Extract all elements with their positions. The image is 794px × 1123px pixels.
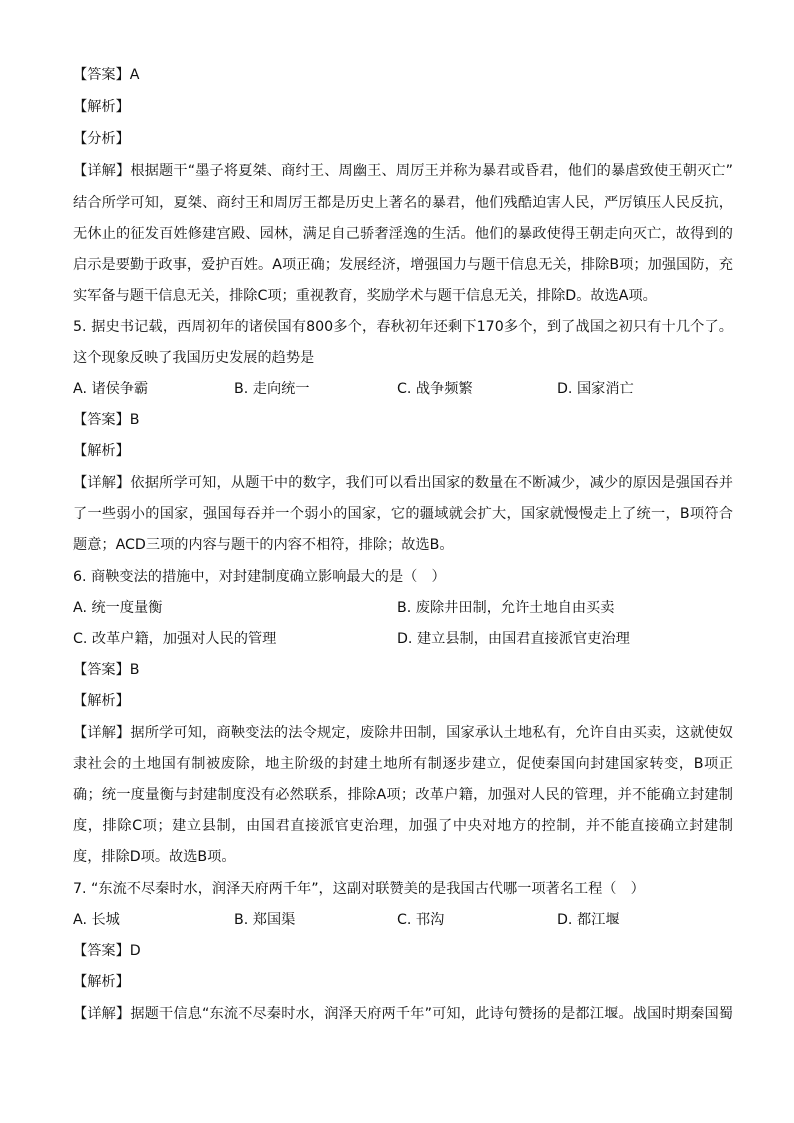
q5-answer: 【答案】B: [73, 412, 140, 428]
q5-stem-line-1: 5. 据史书记载，西周初年的诸侯国有800多个，春秋初年还剩下170多个，到了战国之初只有十几个了。: [73, 319, 733, 335]
q6-option-c: C. 改革户籍，加强对人民的管理: [73, 631, 277, 647]
q6-option-a: A. 统一度量衡: [73, 600, 163, 616]
q6-detail-line-4: 度，排除C项；建立县制，由国君直接派官吏治理，加强了中央对地方的控制，并不能直接确立封建制: [73, 818, 733, 834]
q6-detail-line-3: 确；统一度量衡与封建制度没有必然联系，排除A项；改革户籍，加强对人民的管理，并不能确立封建制: [73, 787, 733, 803]
q4-analysis-label: 【解析】: [73, 99, 130, 115]
q7-stem: 7. “东流不尽秦时水，润泽天府两千年”，这副对联赞美的是我国古代哪一项著名工程（ ）: [73, 881, 645, 897]
q6-stem: 6. 商鞅变法的措施中，对封建制度确立影响最大的是（ ）: [73, 569, 446, 585]
q7-answer: 【答案】D: [73, 943, 141, 959]
q6-detail-line-5: 度，排除D项。故选B项。: [73, 849, 236, 865]
q5-option-c: C. 战争频繁: [397, 381, 473, 397]
q6-analysis-label: 【解析】: [73, 693, 130, 709]
q7-option-c: C. 邗沟: [397, 912, 445, 928]
q6-option-b: B. 废除井田制，允许土地自由买卖: [397, 600, 615, 616]
q5-analysis-label: 【解析】: [73, 443, 130, 459]
q5-detail-line-3: 题意；ACD三项的内容与题干的内容不相符，排除；故选B。: [73, 537, 454, 553]
q6-detail-line-2: 隶社会的土地国有制被废除，地主阶级的封建土地所有制逐步建立，促使秦国向封建国家转变，B项正: [73, 756, 733, 772]
q4-detail-line-2: 结合所学可知，夏桀、商纣王和周厉王都是历史上著名的暴君，他们残酷迫害人民，严厉镇压人民反抗，: [73, 195, 733, 211]
q5-detail-line-1: 【详解】依据所学可知，从题干中的数字，我们可以看出国家的数量在不断减少，减少的原因是强国吞并: [73, 475, 733, 491]
q7-option-a: A. 长城: [73, 912, 120, 928]
q6-answer: 【答案】B: [73, 662, 140, 678]
q7-option-b: B. 郑国渠: [234, 912, 296, 928]
q5-stem-line-2: 这个现象反映了我国历史发展的趋势是: [73, 350, 315, 366]
q6-option-d: D. 建立县制，由国君直接派官吏治理: [397, 631, 630, 647]
q5-option-b: B. 走向统一: [234, 381, 310, 397]
q7-analysis-label: 【解析】: [73, 974, 130, 990]
q6-detail-line-1: 【详解】据所学可知，商鞅变法的法令规定，废除井田制，国家承认土地私有，允许自由买卖，这就使奴: [73, 725, 733, 741]
q4-detail-line-4: 启示是要勤于政事，爱护百姓。A项正确；发展经济，增强国力与题干信息无关，排除B项；加强国防，充: [73, 257, 733, 273]
q4-detail-line-3: 无休止的征发百姓修建宫殿、园林，满足自己骄奢淫逸的生活。他们的暴政使得王朝走向灭亡，故得到的: [73, 226, 733, 242]
q7-detail-line-1: 【详解】据题干信息“东流不尽秦时水，润泽天府两千年”可知，此诗句赞扬的是都江堰。战国时期秦国蜀: [73, 1006, 733, 1022]
q4-answer: 【答案】A: [73, 67, 140, 83]
q5-option-a: A. 诸侯争霸: [73, 381, 149, 397]
q5-option-d: D. 国家消亡: [557, 381, 634, 397]
q4-fenxi-label: 【分析】: [73, 131, 130, 147]
q4-detail-line-5: 实军备与题干信息无关，排除C项；重视教育，奖励学术与题干信息无关，排除D。故选A项。: [73, 288, 657, 304]
q4-detail-line-1: 【详解】根据题干“墨子将夏桀、商纣王、周幽王、周厉王并称为暴君或昏君，他们的暴虐致使王朝灭亡”: [73, 163, 733, 179]
q7-option-d: D. 都江堰: [557, 912, 620, 928]
q5-detail-line-2: 了一些弱小的国家，强国每吞并一个弱小的国家，它的疆域就会扩大，国家就慢慢走上了统一，B项符合: [73, 506, 733, 522]
